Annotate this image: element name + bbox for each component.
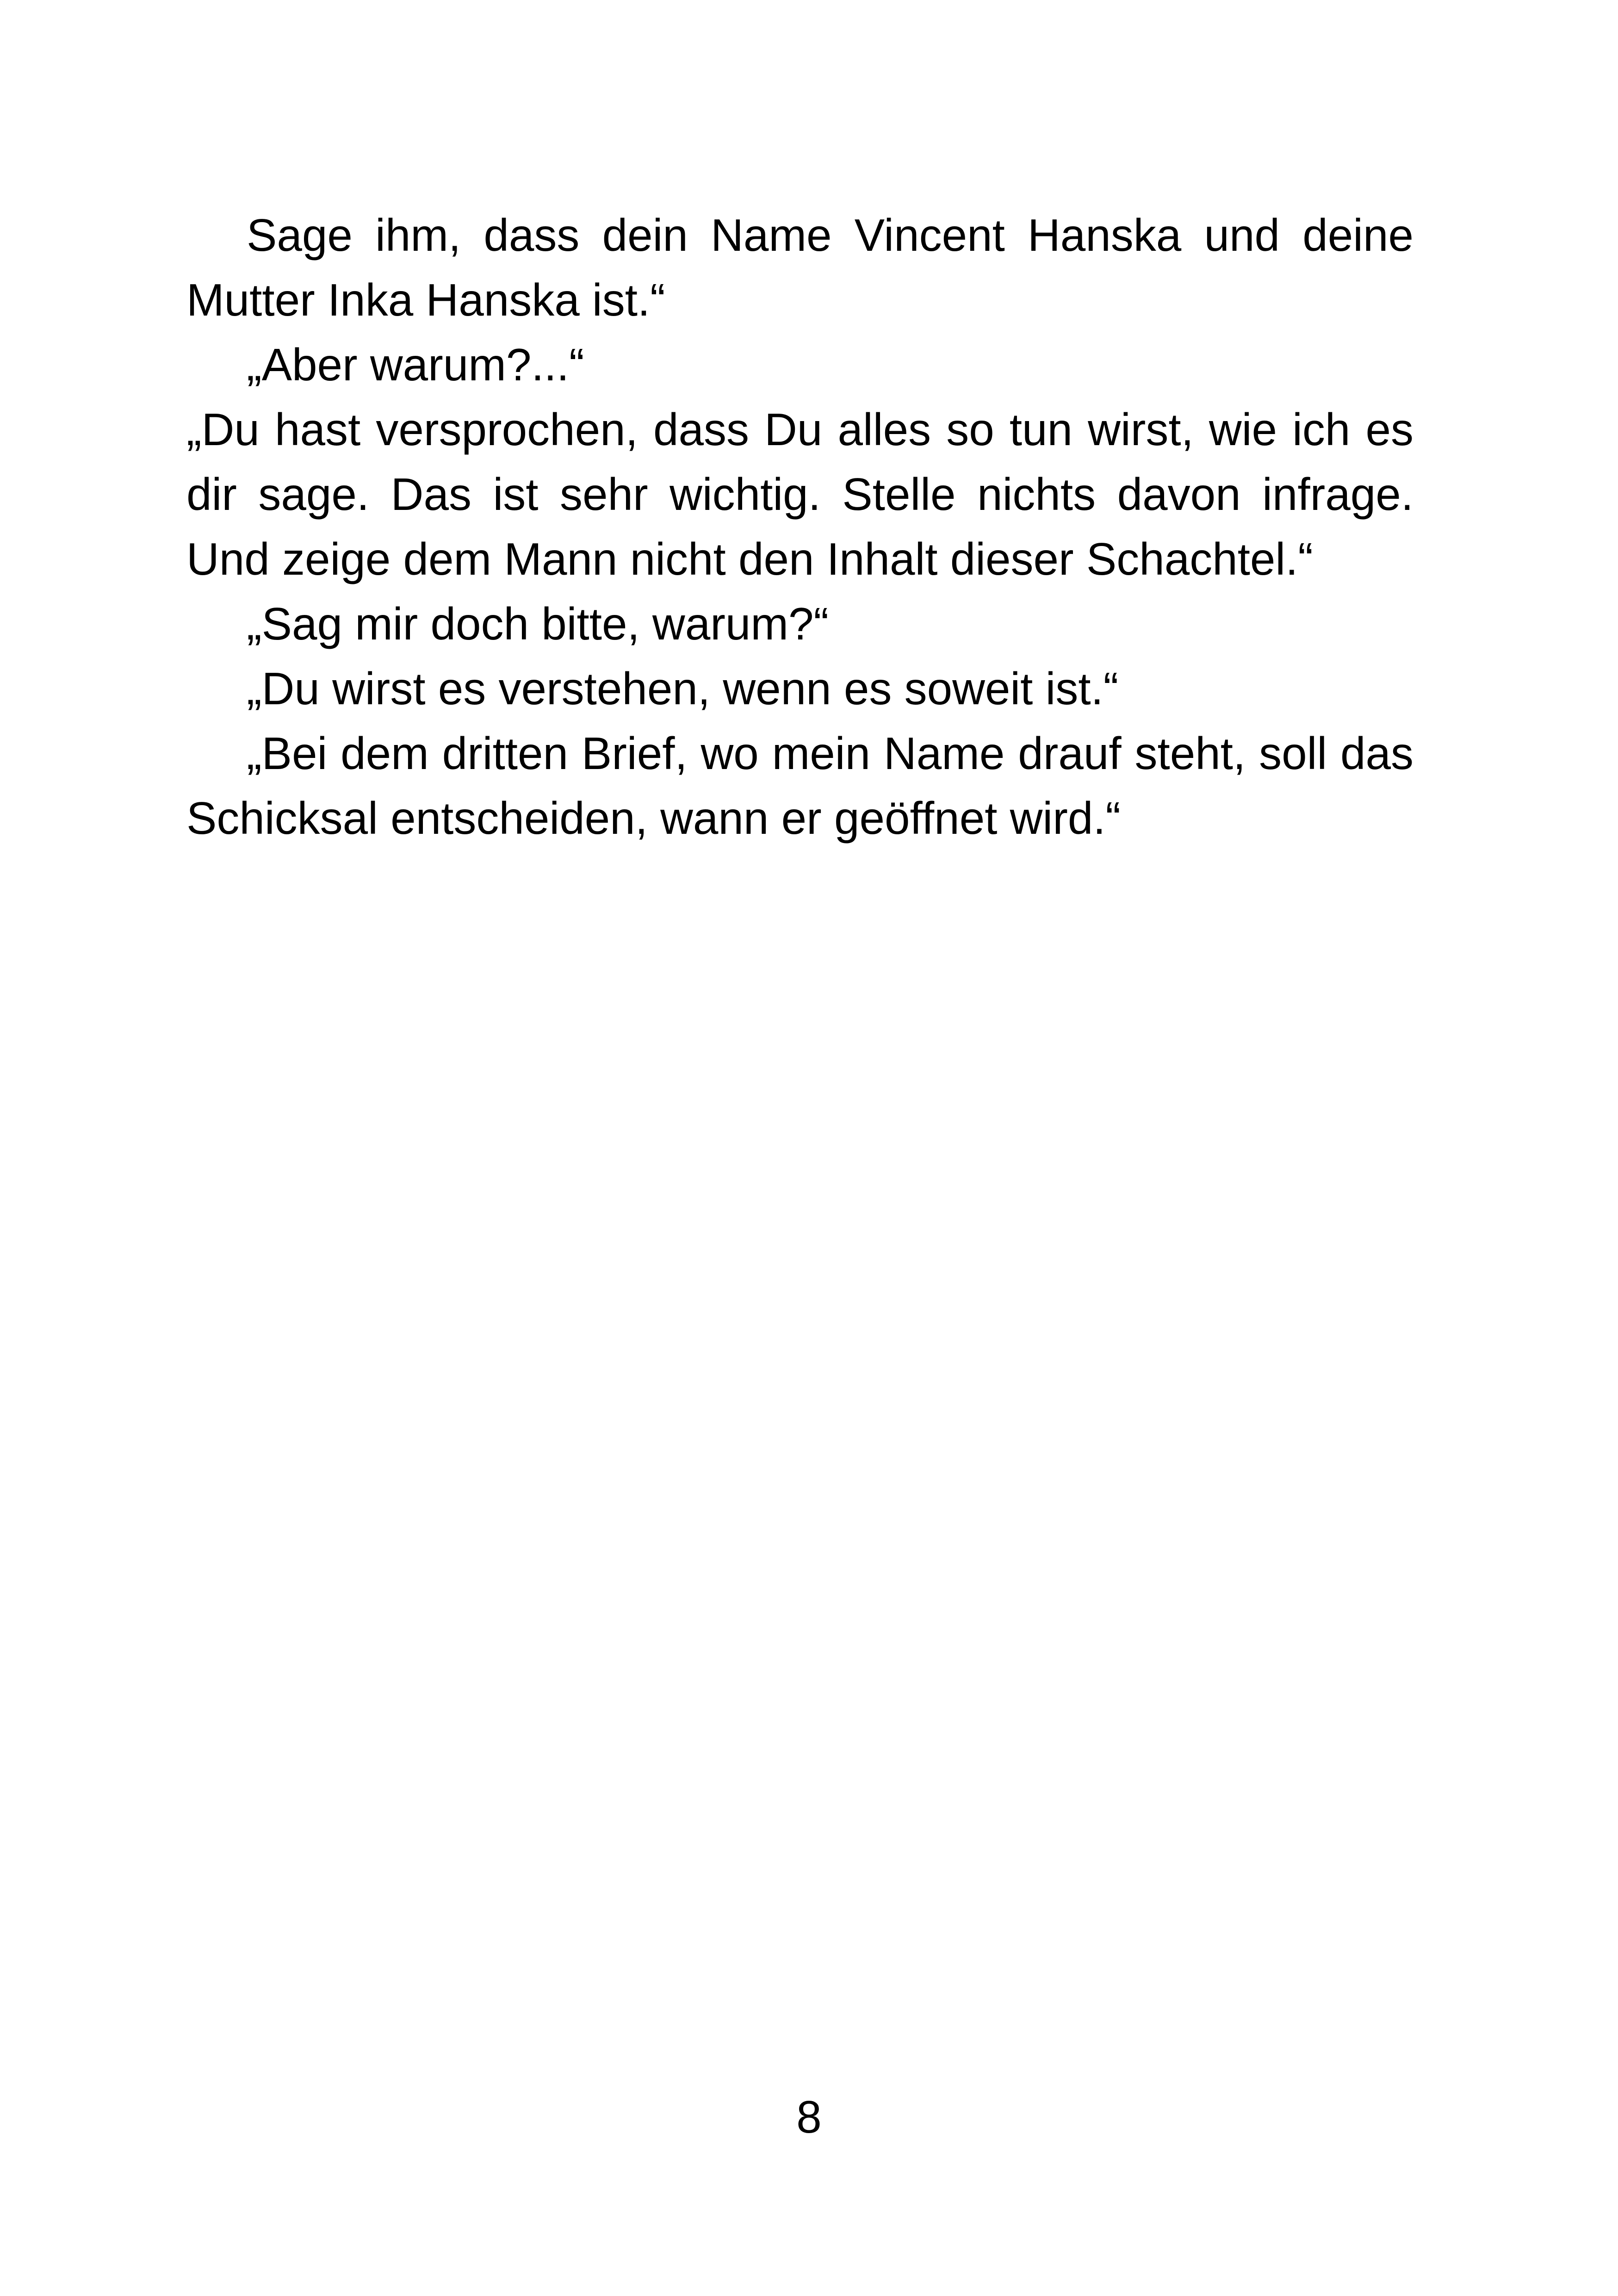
paragraph-5: „Du wirst es verstehen, wenn es soweit ist.“: [247, 663, 1119, 714]
paragraph-4: „Sag mir doch bitte, warum?“: [247, 598, 829, 649]
paragraph-2: „Aber warum?...“: [247, 339, 584, 390]
paragraph-6: „Bei dem dritten Brief, wo mein Name drauf steht, soll das Schicksal entscheiden, wann er geöffnet wird.“: [186, 728, 1413, 844]
page-number: 8: [796, 2091, 822, 2142]
paragraph-3: „Du hast versprochen, dass Du alles so tun wirst, wie ich es dir sage. Das ist sehr wichtig. Stelle nichts davon infrage. Und zeige dem Mann nicht den Inhalt dieser Schachtel.“: [186, 404, 1413, 584]
body-text: [186, 203, 1413, 850]
paragraph-1: Sage ihm, dass dein Name Vincent Hanska und deine Mutter Inka Hanska ist.“: [186, 210, 1413, 325]
